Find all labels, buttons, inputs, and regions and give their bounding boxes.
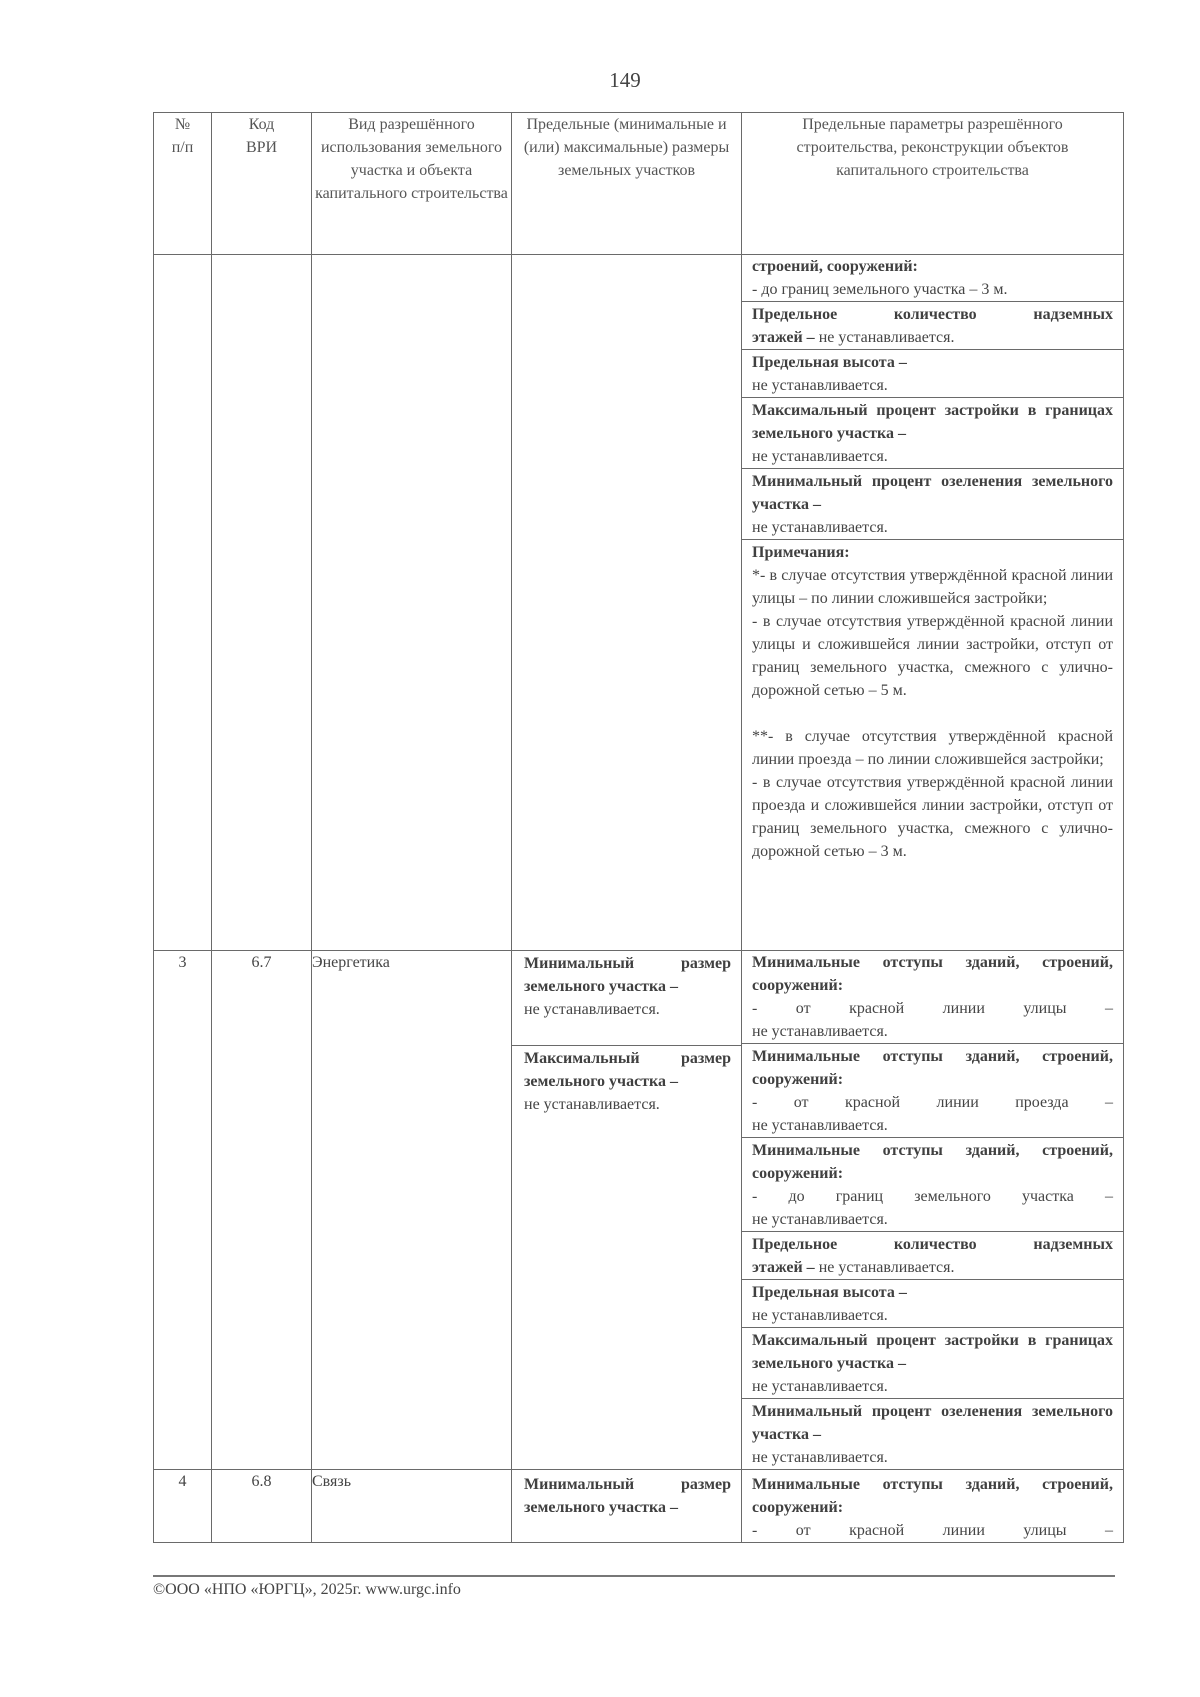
cont-code-cell	[212, 255, 312, 951]
param-value: не устанавливается.	[752, 1378, 888, 1395]
cont-num-cell	[154, 255, 212, 951]
cont-params-cell	[742, 255, 1124, 951]
footer-divider	[153, 1575, 1115, 1577]
param-value: не устанавливается.	[752, 448, 888, 465]
param-title-cont: этажей –	[752, 1259, 815, 1276]
header-params: Предельные параметры разрешённого строительства, реконструкции объектов капитального строительства	[742, 113, 1124, 255]
row3-params	[742, 951, 1124, 1470]
note-3: **- в случае отсутствия утверждённой красной линии проезда – по линии сложившейся застройки;	[752, 728, 1113, 768]
row3-setback-driveway	[742, 1043, 1123, 1137]
row3-floors	[742, 1231, 1123, 1279]
param-value: не устанавливается.	[752, 1211, 888, 1228]
row4-num: 4	[154, 1470, 212, 1543]
row4-params	[742, 1470, 1124, 1543]
row3-setback-boundary	[742, 1137, 1123, 1231]
param-title: Минимальные отступы зданий, строений, сооружений:	[752, 1476, 1113, 1516]
param-value: не устанавливается.	[752, 377, 888, 394]
param-title: Предельная высота –	[752, 1284, 907, 1301]
param-line: - от красной линии проезда –	[752, 1094, 1113, 1111]
param-value: не устанавливается.	[752, 1117, 888, 1134]
size-title: Максимальный размер земельного участка –	[524, 1050, 731, 1090]
param-line: - от красной линии улицы –	[752, 1522, 1113, 1539]
row3-greenery	[742, 1398, 1123, 1469]
param-line: - от красной линии улицы –	[752, 1000, 1113, 1017]
size-title: Минимальный размер земельного участка –	[524, 1476, 731, 1516]
param-value: не устанавливается.	[752, 1449, 888, 1466]
size-value: не устанавливается.	[524, 1096, 660, 1113]
note-1: *- в случае отсутствия утверждённой красной линии улицы – по линии сложившейся застройки;	[752, 567, 1113, 607]
row3-max-size	[512, 1045, 741, 1116]
header-sizes: Предельные (минимальные и (или) максимальные) размеры земельных участков	[512, 113, 742, 255]
row4-code: 6.8	[212, 1470, 312, 1543]
row3-setback-street	[742, 951, 1123, 1043]
note-2: - в случае отсутствия утверждённой красной линии улицы и сложившейся линии застройки, отступ от границ земельного участка, смежного с улично-дорожной сетью – 5 м.	[752, 613, 1113, 699]
param-title: Минимальный процент озеленения земельного участка –	[752, 1403, 1113, 1443]
param-line: - до границ земельного участка –	[752, 1188, 1113, 1205]
row4-min-size	[512, 1470, 741, 1519]
param-value: не устанавливается.	[814, 329, 955, 346]
param-title: Предельное количество надземных	[752, 306, 1113, 323]
param-height	[742, 349, 1123, 397]
param-coverage	[742, 397, 1123, 468]
notes-block	[742, 539, 1123, 863]
param-title: строений, сооружений:	[752, 258, 918, 275]
param-value: не устанавливается.	[752, 1307, 888, 1324]
param-title: Предельная высота –	[752, 354, 907, 371]
param-value: не устанавливается.	[752, 1023, 888, 1040]
param-title: Минимальные отступы зданий, строений, сооружений:	[752, 1142, 1113, 1182]
row3-kind: Энергетика	[312, 951, 512, 1470]
param-title: Максимальный процент застройки в границах земельного участка –	[752, 1332, 1113, 1372]
row3-coverage	[742, 1327, 1123, 1398]
row3-code: 6.7	[212, 951, 312, 1470]
param-title: Предельное количество надземных	[752, 1236, 1113, 1253]
row3-sizes	[512, 951, 742, 1470]
header-kind: Вид разрешённого использования земельного участка и объекта капитального строительства	[312, 113, 512, 255]
cont-sizes-cell	[512, 255, 742, 951]
cont-kind-cell	[312, 255, 512, 951]
param-value: не устанавливается.	[814, 1259, 955, 1276]
param-value: не устанавливается.	[752, 519, 888, 536]
size-value: не устанавливается.	[524, 1001, 660, 1018]
table-row-3	[154, 951, 1124, 1470]
row3-height	[742, 1279, 1123, 1327]
row4-kind: Связь	[312, 1470, 512, 1543]
table-row-continuation	[154, 255, 1124, 951]
param-title-cont: этажей –	[752, 329, 815, 346]
row3-min-size	[512, 951, 741, 1045]
page-number: 149	[609, 68, 641, 92]
param-value: - до границ земельного участка – 3 м.	[752, 281, 1008, 298]
regulations-table	[153, 112, 1124, 1543]
notes-title: Примечания:	[752, 544, 850, 561]
param-greenery	[742, 468, 1123, 539]
param-floors	[742, 301, 1123, 349]
param-title: Максимальный процент застройки в границах земельного участка –	[752, 402, 1113, 442]
row4-setback-street	[742, 1470, 1123, 1542]
param-title: Минимальные отступы зданий, строений, сооружений:	[752, 1048, 1113, 1088]
size-title: Минимальный размер земельного участка –	[524, 955, 731, 995]
header-num: № п/п	[154, 113, 212, 255]
note-4: - в случае отсутствия утверждённой красной линии проезда и сложившейся линии застройки, отступ от границ земельного участка, смежного с улично-дорожной сетью – 3 м.	[752, 774, 1113, 860]
table-row-4	[154, 1470, 1124, 1543]
footer-copyright: ©ООО «НПО «ЮРГЦ», 2025г. www.urgc.info	[153, 1581, 461, 1598]
row4-sizes	[512, 1470, 742, 1543]
header-code: Код ВРИ	[212, 113, 312, 255]
table-header-row	[154, 113, 1124, 255]
row3-num: 3	[154, 951, 212, 1470]
param-title: Минимальные отступы зданий, строений, сооружений:	[752, 954, 1113, 994]
param-setback-boundary	[742, 255, 1123, 301]
param-title: Минимальный процент озеленения земельного участка –	[752, 473, 1113, 513]
